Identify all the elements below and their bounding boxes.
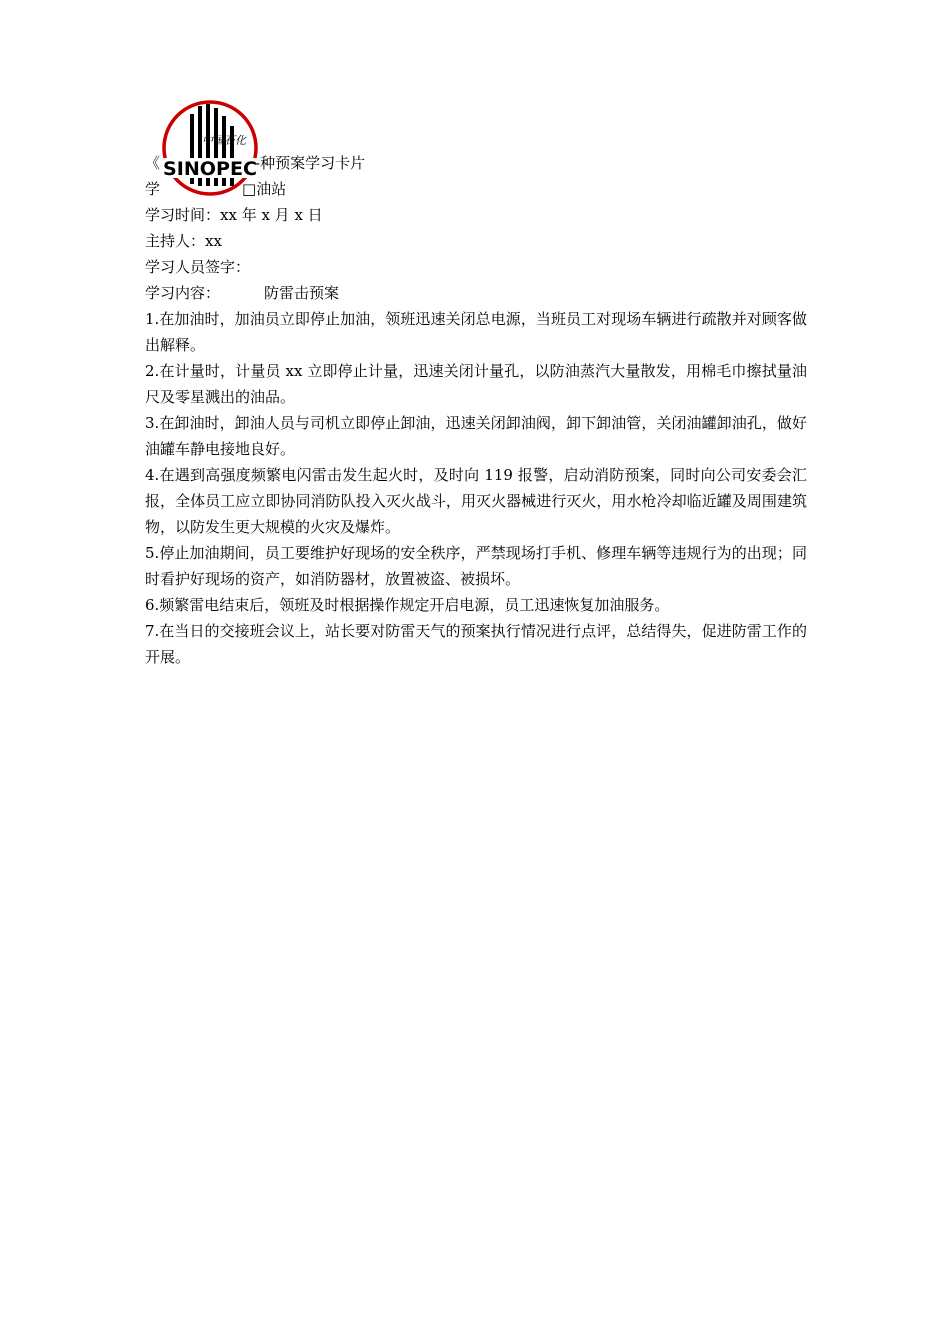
item-1: 1.在加油时，加油员立即停止加油，领班迅速关闭总电源，当班员工对现场车辆进行疏散并对顾客做出解释。 (145, 310, 807, 354)
logo-chinese-text: 中国石化 (202, 134, 246, 147)
station-right: □油站 (242, 180, 287, 198)
card-title-right: -种预案学习卡片 (255, 154, 366, 172)
content-label: 学习内容： (145, 284, 221, 302)
content-line (145, 280, 807, 306)
study-time: 学习时间：xx 年 x 月 x 日 (145, 206, 323, 224)
station-left: 学 (145, 180, 161, 198)
host-line: 主持人：xx (145, 232, 222, 250)
item-2: 2.在计量时，计量员 xx 立即停止计量，迅速关闭计量孔，以防油蒸汽大量散发，用棉毛巾擦拭量油尺及零星溅出的油品。 (145, 362, 807, 406)
card-title-left: 《 (145, 154, 161, 172)
item-4: 4.在遇到高强度频繁电闪雷击发生起火时，及时向 119 报警，启动消防预案，同时向公司安委会汇报，全体员工应立即协同消防队投入灭火战斗，用灭火器械进行灭火，用水枪冷却临近罐及周围建筑物，以防发生更大规模的火灾及爆炸。 (145, 466, 807, 536)
document-content (145, 150, 807, 670)
item-3: 3.在卸油时，卸油人员与司机立即停止卸油，迅速关闭卸油阀，卸下卸油管，关闭油罐卸油孔，做好油罐车静电接地良好。 (145, 414, 807, 458)
item-7: 7.在当日的交接班会议上，站长要对防雷天气的预案执行情况进行点评，总结得失，促进防雷工作的开展。 (145, 622, 807, 666)
station-line (145, 176, 807, 202)
item-5: 5.停止加油期间，员工要维护好现场的安全秩序，严禁现场打手机、修理车辆等违规行为的出现；同时看护好现场的资产，如消防器材，放置被盗、被损坏。 (145, 544, 807, 588)
signature-line: 学习人员签字： (145, 258, 251, 276)
content-title: 防雷击预案 (264, 284, 340, 302)
card-title (145, 150, 807, 176)
logo-english-text: SINOPEC (163, 158, 257, 180)
item-6: 6.频繁雷电结束后，领班及时根据操作规定开启电源，员工迅速恢复加油服务。 (145, 596, 670, 614)
